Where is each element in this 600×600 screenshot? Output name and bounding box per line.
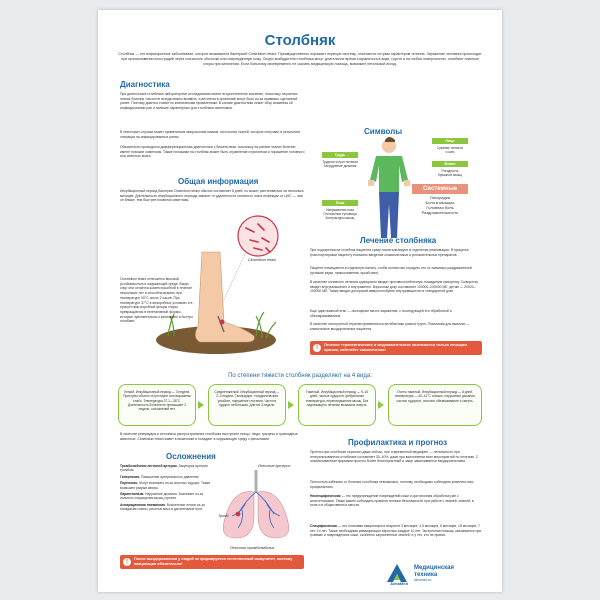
symptom-group-chest-label: Грудь — [322, 152, 358, 158]
diagnostics-text-2: В некоторых случаях может применяться микроскопия мазков, гистология тканей, которые получают в результате операции на инфицированных ранах. — [120, 130, 301, 139]
arrow-right-icon — [198, 401, 204, 409]
prevention-text-4: Специфическая — это плановая вакцинация в возрасте 3 месяцев, 4,5 месяцев, 6 месяцев, 18 месяцев, 7 лет, 14 лет. Также необходима ревакцинация взрослых каждые 10 лет. Экстренная помощь оказывается при травмах и повреждениях кожи, особенно загрязненных землей, и у тех, кто не привит. — [310, 524, 482, 538]
bacteria-magnifier — [238, 216, 278, 256]
diagnostics-text-1: При диагностике столбняка лабораторные исследования имеют второстепенное значение, поскольку на ранних этапах болезни токсин не всегда можно выявить, а антитела в организме могут быть из-за прививки, сделанной ранее. Поэтому диагноз ставят по клиническим проявлениям. В основе диагностики лежит сбор анамнеза об инфицировании ран и наличие характерных для столбняка симптомов. — [120, 92, 298, 111]
complication-item: Тромбоэмболия легочной артерии. Закупорка артерии тромбом. — [120, 464, 208, 473]
symptom-group-chest-items: Трудности при глотании Затруднение дыхания — [322, 160, 358, 169]
bacteria-caption: Clostridium tetani — [248, 258, 276, 262]
general-info-text-1: Инкубационный период бактерии Clostridium tetani обычно составляет 8 дней, но может растягиваться на несколько месяцев. Длительность инкубационного периода зависит от удаленности основного очага инфекции от ЦНС — чем он ближе, тем быстрее появятся симптомы. — [120, 189, 304, 203]
lungs-illustration — [216, 462, 304, 542]
logo-tagline: Медицинская техника — [414, 565, 455, 578]
complication-item: Переломы. Могут возникать из-за сильных судорог. Также возможен разрыв связок. — [120, 481, 211, 490]
almamed-logo-icon — [386, 563, 408, 583]
treatment-text-5: В качестве этиотропной терапии применяются антибиотики разных групп. Показания для выписки — клиническое выздоровление пациента. — [310, 322, 470, 331]
human-figure — [364, 136, 414, 240]
symptom-group-posture-items: Напряженная поза Отклонение туловища Контрактуры мышц — [323, 208, 357, 221]
treatment-warning-banner — [310, 341, 482, 355]
spread-text: В качестве резервуара и источника распространения столбняка выступают птицы, люди, грызуны и травоядные животные. Clostridium tetani живет в кишечнике и попадает в окружающую среду с фекалиями. — [120, 432, 298, 441]
symptoms-heading: Символы — [364, 127, 403, 136]
treatment-text-1: При подозрении на столбняк пациента сразу госпитализируют в отделение реанимации. В процессе транспортировки пациенту показано введение спазмолитиков и успокоительных препаратов. — [310, 248, 469, 257]
complication-item: Аспирационная пневмония. Воспаление легких из-за попадания слюны, рвотных масс в дыхательные пути. — [120, 502, 205, 512]
prevention-heading: Профилактика и прогноз — [348, 438, 448, 447]
warning-icon: ! — [313, 344, 321, 352]
complications-heading: Осложнения — [166, 452, 216, 461]
logo-url: almamed.su — [414, 578, 432, 582]
severity-card-mild: Легкий. Инкубационный период — 3 недели. Приступы обычно отсутствуют или выражены слабо. Температура 37,1—38°С. Длительность болезни не превышает 2 недели, осложнений нет. — [118, 384, 196, 426]
severity-card-severe: Тяжелый. Инкубационный период — 9–15 дней, частые судороги, фебрильная температура, перенапряжение мышц. Без надлежащего лечения возможна смерть. — [298, 384, 376, 426]
systemic-symptoms-list: Лихорадка Боли в мышцах Головная боль Раздражительность — [421, 195, 459, 215]
general-info-text-2: Clostridium tetani отличается высокой устойчивостью в окружающей среде. Вирус спор она остаётся жизнеспособной в течение нескольких лет и способна выжить при температуре 90°С около 2 часов. При температуре 37°С в анаэробных условиях и в присутствии аэробной флоры споры превращаются в вегетативные формы, которые чувствительны к кипячению и быстро погибают. — [120, 277, 193, 324]
diagnostics-heading: Диагностика — [120, 80, 170, 89]
severity-card-very-severe: Очень тяжелый. Инкубационный период — 8 дней, температура — 40–41°С и выше, нарушение дыхания, частые судороги, сильное обезвоживание и смерть. — [388, 384, 482, 426]
systemic-symptoms — [412, 184, 468, 215]
treatment-text-3: В качестве основного лечения однократно вводят противостолбнячную лошадиную сыворотку. Сыворотку вводят внутримышечно и внутривенно. Взрослым дозу составляют 100000–200000 МЕ, детям — 20000–100000 МЕ. Также вводят донорский иммуноглобулин внутримышечно в стандартной дозе. — [310, 280, 478, 294]
intro-text: Столбняк — это инфекционное заболевание, которое вызывается бактерией Clostridium tetani. Преимущественно поражает нервную систему, отличается острым характером течения. Заражение человека происходит при проникновении клостридий через слизистые оболочки или поврежденную кожу. Споры возбудителя столбняка могут длительное время сохраняться в воде, грунте и на любых поверхностях, погибают опасные споры при кипячении. Если больному своевременно не оказать медицинскую помощь, возможен летальный исход. — [118, 52, 482, 66]
prevention-text-2: Полностью избежать от болезни столбняка невозможно, поэтому необходимо соблюдать комплекс мер профилактики. — [310, 480, 474, 489]
prevention-text-3: Неспецифическая — это предупреждение повреждений кожи и достаточная обработка ран с антисептиками. Также важно соблюдать правила техники безопасности при работе с землей, землей, в поле и в общественных местах. — [310, 494, 474, 508]
symptom-group-abdomen-label: Живот — [432, 161, 468, 167]
complications-list — [120, 464, 212, 514]
shirt-icon — [370, 156, 408, 192]
prevention-text-1: Прогноз при столбняке серьезен даже сейчас, при современной медицине — летальность при генерализованном столбняке составляет 30–40%, даже при выполнении всех мероприятий по лечению. С локализованным формами прогноз более благоприятный и чаще заканчивается выздоровлением. — [310, 450, 479, 464]
treatment-heading: Лечение столбняка — [360, 236, 437, 245]
symptom-group-posture-label: Поза — [322, 200, 358, 206]
almamed-logo — [386, 563, 494, 587]
diagnostics-text-3: Обязательно проводится дифференциальная диагностика с бешенством, поскольку на ранних этапах болезни имеют похожие симптомы. Также похожими на столбняк может быть отравление стрихнином и поражение головного или спинного мозга. — [120, 145, 305, 159]
warning-icon: ! — [123, 558, 131, 566]
vaccination-banner-text: После выздоровления у людей не формируется естественный иммунитет, поэтому вакцинация обязательна! — [134, 557, 293, 566]
logo-brand-name: AlmaMed — [390, 581, 408, 586]
arrow-right-icon — [288, 401, 294, 409]
symptom-group-abdomen-items: Ригидность брюшных мышц — [438, 169, 462, 178]
complication-item: Ларингоспазм. Нарушение дыхания. Возникает из-за сильного сокращения мышц гортани. — [120, 492, 204, 501]
thrombus-icon — [236, 512, 241, 517]
general-info-heading: Общая информация — [178, 177, 259, 186]
symptom-group-face-items: Сужение челюсти и шеи — [436, 146, 464, 155]
lungs-label-embolism: Легочная тромбоэмболия — [230, 546, 275, 550]
complication-item: Гипертония. Повышение артериального давления. — [120, 474, 200, 479]
severity-card-moderate: Среднетяжелый. Инкубационный период — 2–3 недели. Тахикардия, «сардоническая улыбка», нарушение глотания. Частота судорог небольшая. Длится 3 недели. — [208, 384, 286, 426]
treatment-text-2: Пациент помещается в отдельную палату, чтобы полностью оградить его от значимых раздражителей (громкие звуки, прикосновения, яркий свет). — [310, 266, 472, 275]
treatment-warning-text: Лечение терапевтическое и медикаментозное назначается только лечащим врачом, избегайте самолечения! — [324, 343, 468, 352]
severity-heading: По степени тяжести столбняк разделяют на 4 вида: — [228, 373, 372, 379]
page-title: Столбняк — [264, 32, 336, 49]
symptom-group-face-label: Лицо — [432, 138, 468, 144]
systemic-symptoms-title: Системные — [412, 184, 468, 194]
vaccination-banner — [120, 555, 304, 569]
trousers-icon — [379, 192, 399, 238]
lungs-label-arteries: Легочные артерии — [258, 464, 291, 468]
treatment-text-4: Еще один важный этап — посещение места заражения, с последующей его обработкой и обеззараживанием. — [310, 309, 452, 318]
arrow-right-icon — [378, 401, 384, 409]
lungs-label-thrombus: Тромб — [218, 514, 229, 518]
poster — [98, 10, 502, 592]
